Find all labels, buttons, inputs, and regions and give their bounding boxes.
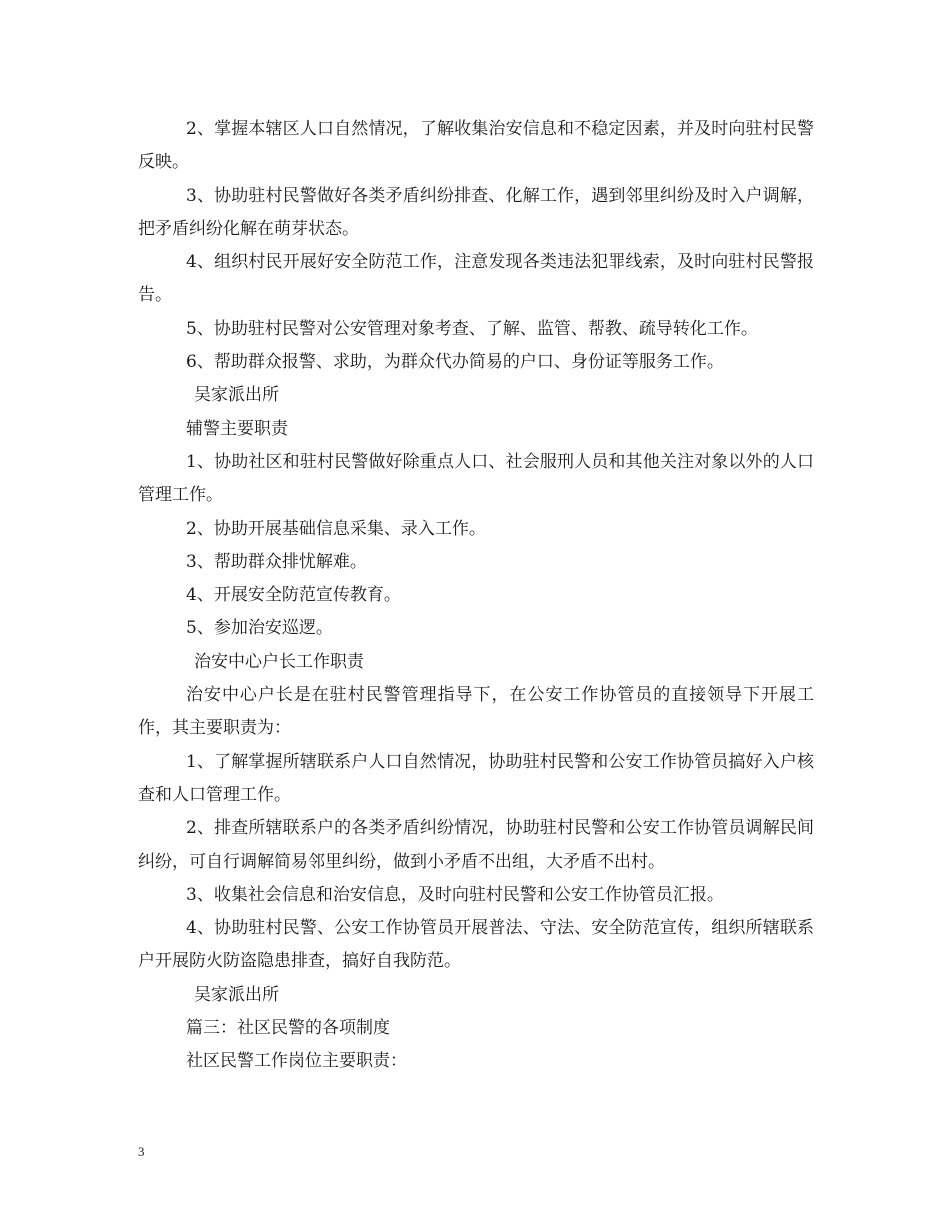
paragraph-household-duty-2: 2、排查所辖联系户的各类矛盾纠纷情况，协助驻村民警和公安工作协管员调解民间纠纷，可自行调解简易邻里纠纷，做到小矛盾不出组，大矛盾不出村。 — [138, 818, 814, 872]
paragraph-community-police-duties: 社区民警工作岗位主要职责： — [186, 1051, 407, 1072]
paragraph-aux-duty-3: 3、帮助群众排忧解难。 — [186, 551, 367, 572]
paragraph-household-intro: 治安中心户长是在驻村民警管理指导下，在公安工作协管员的直接领导下开展工作，其主要职责为： — [138, 685, 814, 739]
paragraph-duty-5: 5、协助驻村民警对公安管理对象考查、了解、监管、帮教、疏导转化工作。 — [186, 318, 758, 339]
chapter-heading-part-three: 篇三：社区民警的各项制度 — [186, 1018, 390, 1039]
signature-police-station-2: 吴家派出所 — [194, 984, 279, 1005]
paragraph-aux-duty-5: 5、参加治安巡逻。 — [186, 618, 333, 639]
paragraph-duty-4: 4、组织村民开展好安全防范工作，注意发现各类违法犯罪线索，及时向驻村民警报告。 — [138, 252, 814, 306]
signature-police-station-1: 吴家派出所 — [194, 385, 279, 406]
document-body — [138, 113, 814, 1079]
section-heading-security-household: 治安中心户长工作职责 — [194, 651, 364, 672]
paragraph-household-duty-1: 1、了解掌握所辖联系户人口自然情况，协助驻村民警和公安工作协管员搞好入户核查和人口管理工作。 — [138, 751, 814, 805]
paragraph-household-duty-4: 4、协助驻村民警、公安工作协管员开展普法、守法、安全防范宣传，组织所辖联系户开展防火防盗隐患排查，搞好自我防范。 — [138, 918, 814, 972]
paragraph-aux-duty-1: 1、协助社区和驻村民警做好除重点人口、社会服刑人员和其他关注对象以外的人口管理工作。 — [138, 451, 814, 506]
paragraph-duty-3: 3、协助驻村民警做好各类矛盾纠纷排查、化解工作，遇到邻里纠纷及时入户调解，把矛盾纠纷化解在萌芽状态。 — [138, 185, 814, 239]
paragraph-aux-duty-4: 4、开展安全防范宣传教育。 — [186, 585, 401, 606]
paragraph-duty-6: 6、帮助群众报警、求助，为群众代办简易的户口、身份证等服务工作。 — [186, 352, 724, 373]
paragraph-household-duty-3: 3、收集社会信息和治安信息，及时向驻村民警和公安工作协管员汇报。 — [186, 884, 724, 905]
paragraph-aux-duty-2: 2、协助开展基础信息采集、录入工作。 — [186, 518, 486, 539]
paragraph-duty-2: 2、掌握本辖区人口自然情况，了解收集治安信息和不稳定因素，并及时向驻村民警反映。 — [138, 119, 814, 173]
section-heading-auxiliary-police: 辅警主要职责 — [186, 418, 288, 439]
page-number: 3 — [138, 1144, 145, 1159]
